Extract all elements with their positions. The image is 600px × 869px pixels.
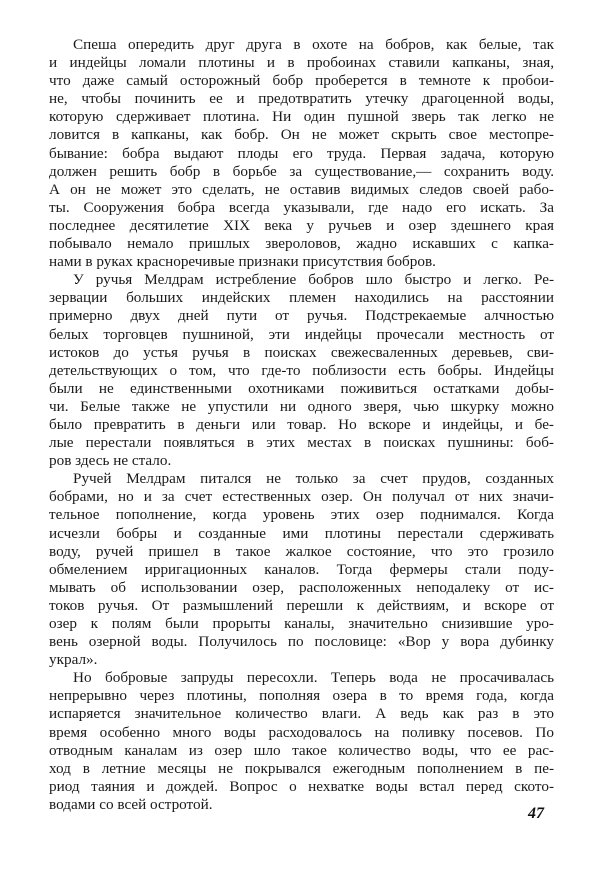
text-line: озер к полям были прорыты каналы, значительно снизившие уро- [49, 615, 554, 632]
paragraph [49, 669, 554, 814]
text-line: примерно двух дней пути от ручья. Подстрекаемые алчностью [49, 307, 554, 325]
text-line: отводным каналам из озер шло такое количество воды, что ее рас- [49, 741, 554, 759]
text-line: детельствующих о том, что где-то поблизости есть бобры. Индейцы [49, 361, 554, 379]
text-line: бобрами, но и за счет естественных озер. Он получал от них значи- [49, 488, 554, 506]
text-line: и индейцы ломали плотины и в пробоинах ставили капканы, зная, [49, 54, 554, 72]
text-line: чи. Белые также не упустили ни одного зверя, чью шкурку можно [49, 397, 554, 415]
text-line: бывание: бобра выдают плоды его труда. Первая задача, которую [49, 144, 554, 162]
text-line: белых торговцев пушниной, эти индейцы прочесали местность от [49, 325, 554, 343]
text-line: непрерывно через плотины, пополняя озера в то время года, когда [49, 687, 554, 705]
text-line: побывало немало пришлых звероловов, жадно искавших с капка- [49, 235, 554, 253]
paragraph [49, 271, 554, 470]
text-line: было превратить в деньги или товар. Но вскоре и индейцы, и бе- [49, 415, 554, 433]
text-line: Но бобровые запруды пересохли. Теперь вода не просачивалась [73, 669, 554, 687]
text-line: ты. Сооружения бобра всегда указывали, где надо его искать. За [49, 198, 554, 216]
text-line: ров здесь не стало. [49, 452, 172, 470]
text-line: которую сдерживает плотина. Ни один пушной зверь так легко не [49, 108, 554, 126]
text-line: последнее десятилетие XIX века у ручьев и озер здешнего края [49, 216, 554, 234]
paragraph [49, 470, 554, 669]
text-line: исчезли бобры и созданные ими плотины перестали сдерживать [49, 524, 554, 542]
text-line: водами со всей остротой. [49, 795, 213, 813]
text-line: обмелением ирригационных каналов. Тогда фермеры стали поду- [49, 560, 554, 578]
text-line: украл». [49, 651, 98, 669]
text-line: мывать об использовании озер, расположенных неподалеку от ис- [49, 578, 554, 596]
text-line: были не единственными охотниками поживиться остатками добы- [49, 379, 554, 397]
text-line: зервации больших индейских племен находились на расстоянии [49, 289, 554, 307]
page-number: 47 [528, 805, 544, 822]
text-line: не, чтобы починить ее и предотвратить утечку драгоценной воды, [49, 90, 554, 108]
text-line: токов ручья. От размышлений перешли к действиям, и вскоре от [49, 596, 554, 614]
text-line: нами в руках красноречивые признаки присутствия бобров. [49, 253, 436, 271]
text-line: испаряется значительное количество влаги. А ведь как раз в это [49, 705, 554, 723]
text-line: вень озерной воды. Получилось по пословице: «Вор у вора дубинку [49, 633, 554, 651]
text-line: ход в летние месяцы не покрывался ежегодным пополнением в пе- [49, 759, 554, 777]
text-line: истоков до устья ручья в поисках свежесваленных деревьев, сви- [49, 343, 554, 361]
text-line: А он не может это сделать, не оставив видимых следов своей рабо- [49, 180, 554, 198]
text-line: риод таяния и дождей. Вопрос о нехватке воды встал перед ското- [49, 777, 554, 795]
text-line: лые перестали появляться в этих местах в поисках пушнины: боб- [49, 434, 554, 452]
text-line: тельное пополнение, когда уровень этих озер поднимался. Когда [49, 506, 554, 524]
text-line: Спеша опередить друг друга в охоте на бобров, как белые, так [73, 36, 554, 53]
text-line: время особенно много воды расходовалось на поливку посевов. По [49, 723, 554, 741]
text-line: должен решить бобр в борьбе за существование,— сохранить воду. [49, 162, 554, 180]
text-line: воду, ручей пришел в такое жалкое состояние, что это грозило [49, 542, 554, 560]
text-line: ловится в капканы, как бобр. Он не может скрыть свое местопре- [49, 126, 554, 144]
text-line: Ручей Мелдрам питался не только за счет прудов, созданных [73, 470, 554, 488]
text-line: У ручья Мелдрам истребление бобров шло быстро и легко. Ре- [73, 271, 554, 289]
paragraph [49, 36, 554, 271]
text-line: что даже самый осторожный бобр проберется в темноте к пробои- [49, 72, 554, 90]
book-page-text [49, 36, 554, 814]
